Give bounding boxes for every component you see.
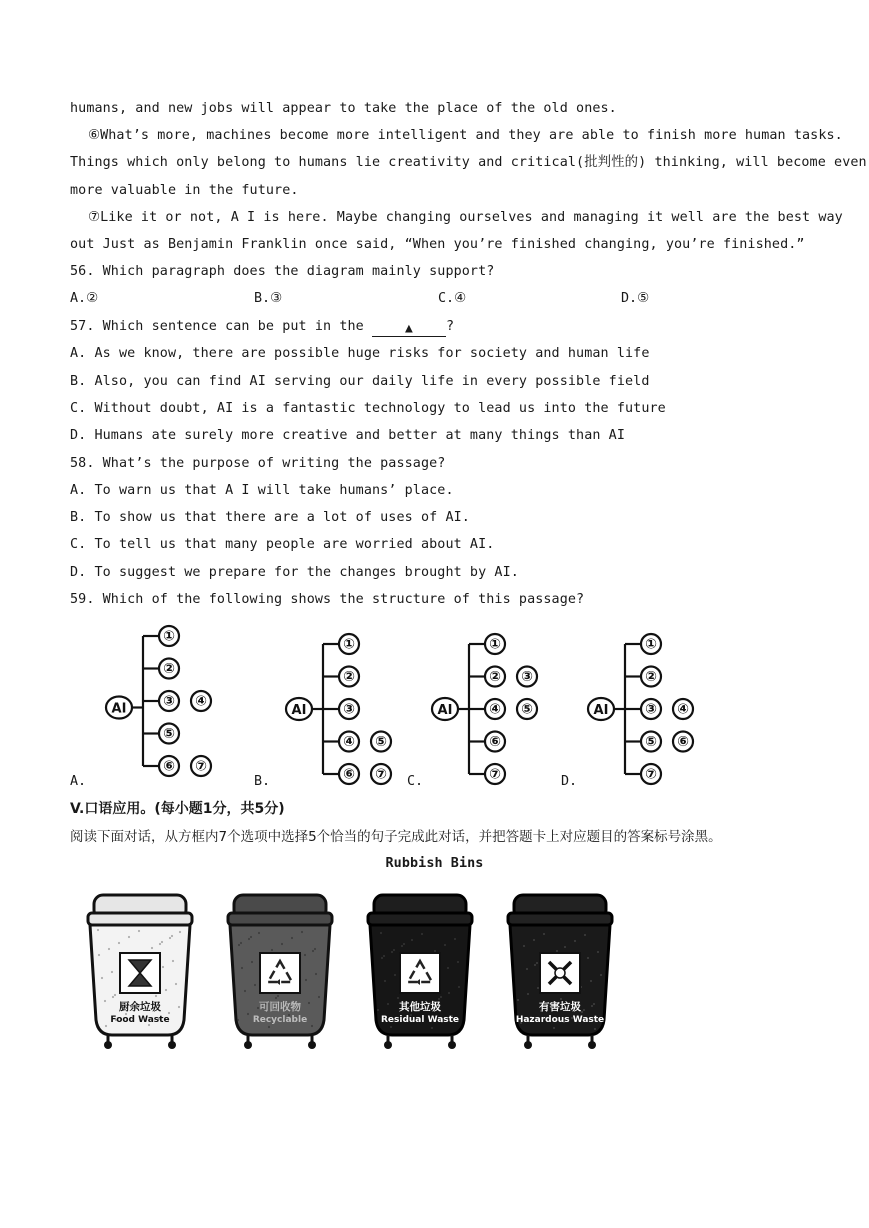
bin-texture-dot — [431, 1027, 433, 1029]
bin-texture-dot — [248, 938, 250, 940]
bin-texture-dot — [560, 998, 562, 1000]
bin-texture-dot — [411, 939, 413, 941]
bin-texture-dot — [241, 967, 243, 969]
bin-texture-dot — [281, 943, 283, 945]
rubbish-bin — [88, 895, 192, 1049]
bin-wheel — [588, 1041, 596, 1049]
bin-texture-dot — [393, 949, 395, 951]
q57-question-mark: ? — [446, 319, 455, 334]
paragraph-7-line: out Just as Benjamin Franklin once said, “When you’re finished changing, you’re finished.” — [70, 237, 805, 252]
rubbish-bin — [228, 895, 332, 1049]
bin-texture-dot — [448, 992, 450, 994]
bin-texture-dot — [537, 987, 539, 989]
q57-option-c[interactable]: C. Without doubt, AI is a fantastic technology to lead us into the future — [70, 401, 666, 416]
bin-wheel — [524, 1041, 532, 1049]
bin-texture-dot — [161, 941, 163, 943]
bin-texture-dot — [238, 944, 240, 946]
bin-texture-dot — [380, 932, 382, 934]
rubbish-bin — [508, 895, 612, 1049]
bin-texture-dot — [401, 945, 403, 947]
bin-texture-dot — [301, 931, 303, 933]
svg-text:②: ② — [163, 661, 175, 677]
question-58-stem: 58. What’s the purpose of writing the passage? — [70, 456, 446, 471]
bin-texture-dot — [584, 934, 586, 936]
diagram-node — [641, 699, 661, 719]
structure-diagram-d — [588, 634, 693, 784]
bin-label-en: Food Waste — [110, 1015, 170, 1025]
bin-texture-dot — [434, 950, 436, 952]
bin-texture-dot — [169, 937, 171, 939]
diagram-node — [159, 659, 179, 679]
bin-texture-dot — [458, 986, 460, 988]
svg-text:①: ① — [645, 636, 657, 653]
bin-texture-dot — [553, 1027, 555, 1029]
bin-texture-dot — [308, 1002, 310, 1004]
bin-texture-dot — [111, 971, 113, 973]
bin-texture-dot — [574, 940, 576, 942]
svg-text:⑥: ⑥ — [343, 766, 355, 783]
svg-text:④: ④ — [489, 701, 501, 718]
bin-texture-dot — [268, 1026, 270, 1028]
bin-texture-dot — [114, 994, 116, 996]
q58-option-c[interactable]: C. To tell us that many people are worried about AI. — [70, 537, 495, 552]
bin-wheel — [308, 1041, 316, 1049]
bin-texture-dot — [377, 1009, 379, 1011]
bin-texture-dot — [250, 936, 252, 938]
structure-diagram-b — [286, 634, 391, 784]
svg-text:⑤: ⑤ — [645, 734, 657, 750]
bin-texture-dot — [397, 997, 399, 999]
svg-text:⑤: ⑤ — [163, 726, 175, 742]
diagram-node — [159, 756, 179, 776]
bin-label-cn: 厨余垃圾 — [119, 1001, 161, 1013]
bin-label-cn: 其他垃圾 — [399, 1001, 441, 1013]
bin-texture-dot — [128, 936, 130, 938]
bin-texture-dot — [447, 967, 449, 969]
bin-texture-dot — [523, 945, 525, 947]
diagram-node — [371, 764, 391, 784]
diagram-node — [641, 732, 661, 752]
bin-rim — [88, 913, 192, 925]
diagram-node — [339, 699, 359, 719]
bin-texture-dot — [247, 1013, 249, 1015]
bin-texture-dot — [240, 942, 242, 944]
section-heading: V.口语应用。(每小题1分，共5分) — [70, 801, 285, 817]
bin-wheel — [244, 1041, 252, 1049]
bin-texture-dot — [98, 954, 100, 956]
bin-texture-dot — [168, 1012, 170, 1014]
bin-rim — [508, 913, 612, 925]
structure-diagram-a — [106, 626, 211, 776]
q59-option-c[interactable]: C. — [407, 774, 424, 789]
bin-texture-dot — [534, 964, 536, 966]
bin-texture-dot — [159, 943, 161, 945]
diagram-node — [485, 764, 505, 784]
bin-texture-dot — [454, 938, 456, 940]
bin-texture-dot — [254, 984, 256, 986]
q57-option-b[interactable]: B. Also, you can find AI serving our daily life in every possible field — [70, 374, 650, 389]
diagram-node — [159, 626, 179, 646]
paragraph-6-line: Things which only belong to humans lie creativity and critical(批判性的) thinking, will become even — [70, 155, 867, 170]
question-56-stem: 56. Which paragraph does the diagram mainly support? — [70, 264, 495, 279]
svg-text:⑦: ⑦ — [489, 766, 501, 783]
bin-texture-dot — [527, 993, 529, 995]
bin-texture-dot — [178, 1006, 180, 1008]
svg-text:③: ③ — [163, 693, 175, 710]
rubbish-bins-illustration — [0, 885, 869, 1055]
bin-texture-dot — [304, 954, 306, 956]
q57-blank — [372, 320, 446, 337]
bin-texture-dot — [97, 929, 99, 931]
diagram-node — [641, 764, 661, 784]
bin-texture-dot — [118, 942, 120, 944]
paragraph-7-line: ⑦Like it or not, A I is here. Maybe changing ourselves and managing it well are the best way — [88, 210, 843, 225]
bin-label-cn: 可回收物 — [259, 1001, 301, 1013]
bin-texture-dot — [444, 944, 446, 946]
svg-text:AI: AI — [437, 703, 453, 718]
diagram-node — [673, 699, 693, 719]
bin-texture-dot — [101, 977, 103, 979]
q59-option-d[interactable]: D. — [561, 774, 578, 789]
svg-text:⑥: ⑥ — [677, 734, 689, 750]
svg-text:④: ④ — [343, 734, 355, 750]
bin-texture-dot — [244, 990, 246, 992]
q57-stem-text: 57. Which sentence can be put in the — [70, 319, 364, 334]
bin-texture-dot — [318, 996, 320, 998]
bin-texture-dot — [597, 951, 599, 953]
bins-title: Rubbish Bins — [385, 856, 484, 871]
bin-texture-dot — [179, 931, 181, 933]
diagram-node — [641, 634, 661, 654]
diagram-node — [339, 764, 359, 784]
svg-text:③: ③ — [343, 701, 355, 718]
bin-texture-dot — [315, 973, 317, 975]
svg-text:②: ② — [489, 669, 501, 685]
bin-texture-dot — [171, 935, 173, 937]
bin-texture-dot — [391, 951, 393, 953]
bin-texture-dot — [258, 932, 260, 934]
svg-text:AI: AI — [291, 703, 307, 718]
triangle-marker-icon: ▲ — [405, 321, 413, 336]
diagram-node — [641, 667, 661, 687]
diagram-root-ai — [432, 698, 458, 720]
diagram-node — [371, 732, 391, 752]
diagram-root-ai — [286, 698, 312, 720]
bin-texture-dot — [517, 999, 519, 1001]
bin-texture-dot — [387, 1003, 389, 1005]
q59-option-b[interactable]: B. — [254, 774, 271, 789]
bin-texture-dot — [275, 997, 277, 999]
svg-text:⑦: ⑦ — [375, 766, 387, 783]
q58-option-b[interactable]: B. To show us that there are a lot of uses of AI. — [70, 510, 470, 525]
diagram-node — [517, 667, 537, 687]
svg-text:④: ④ — [195, 693, 207, 710]
bin-texture-dot — [457, 961, 459, 963]
bin-texture-dot — [591, 1005, 593, 1007]
bin-texture-dot — [383, 955, 385, 957]
bin-texture-dot — [277, 995, 279, 997]
question-59-stem: 59. Which of the following shows the structure of this passage? — [70, 592, 585, 607]
diagram-node — [159, 724, 179, 744]
bin-texture-dot — [314, 948, 316, 950]
bin-texture-dot — [590, 980, 592, 982]
q56-option-a[interactable]: A.② — [70, 291, 99, 306]
bin-texture-dot — [175, 983, 177, 985]
bin-texture-dot — [440, 996, 442, 998]
passage-line: humans, and new jobs will appear to take the place of the old ones. — [70, 101, 617, 116]
q57-option-a[interactable]: A. As we know, there are possible huge risks for society and human life — [70, 346, 650, 361]
diagram-node — [673, 732, 693, 752]
diagram-node — [485, 699, 505, 719]
bin-texture-dot — [165, 989, 167, 991]
bin-texture-dot — [155, 995, 157, 997]
bin-texture-dot — [108, 948, 110, 950]
diagram-node — [485, 634, 505, 654]
bin-texture-dot — [390, 1026, 392, 1028]
svg-text:①: ① — [163, 628, 175, 645]
bin-texture-dot — [556, 950, 558, 952]
bin-texture-dot — [104, 1000, 106, 1002]
bin-wheel — [384, 1041, 392, 1049]
svg-text:⑥: ⑥ — [163, 758, 175, 775]
svg-text:②: ② — [343, 669, 355, 685]
q56-option-c[interactable]: C.④ — [438, 291, 467, 306]
bin-label-en: Hazardous Waste — [515, 1015, 605, 1025]
bin-texture-dot — [138, 930, 140, 932]
diagram-root-ai — [106, 697, 132, 719]
diagram-node — [191, 691, 211, 711]
svg-text:⑦: ⑦ — [195, 758, 207, 775]
bin-texture-dot — [593, 1003, 595, 1005]
svg-text:③: ③ — [645, 701, 657, 718]
bin-texture-dot — [394, 974, 396, 976]
bin-label-cn: 有害垃圾 — [539, 1001, 581, 1013]
bin-texture-dot — [526, 968, 528, 970]
structure-diagram-c — [432, 634, 537, 784]
svg-text:⑥: ⑥ — [489, 734, 501, 750]
q57-option-d[interactable]: D. Humans ate surely more creative and better at many things than AI — [70, 428, 626, 443]
bin-texture-dot — [384, 980, 386, 982]
svg-text:AI: AI — [111, 701, 127, 717]
svg-text:④: ④ — [677, 701, 689, 718]
bin-texture-dot — [291, 937, 293, 939]
structure-diagrams — [0, 618, 869, 798]
bin-texture-dot — [237, 1019, 239, 1021]
bin-texture-dot — [105, 1025, 107, 1027]
hazard-center — [555, 968, 565, 978]
bin-texture-dot — [162, 966, 164, 968]
diagram-node — [339, 667, 359, 687]
paragraph-6-line: ⑥What’s more, machines become more intelligent and they are able to finish more human tasks. — [88, 128, 843, 143]
bin-texture-dot — [305, 979, 307, 981]
bin-texture-dot — [594, 1028, 596, 1030]
diagram-node — [485, 732, 505, 752]
q56-option-d[interactable]: D.⑤ — [621, 291, 650, 306]
bin-texture-dot — [403, 943, 405, 945]
section-instruction: 阅读下面对话，从方框内7个选项中选择5个恰当的句子完成此对话，并把答题卡上对应题目的答案标号涂黑。 — [70, 829, 722, 845]
bin-texture-dot — [581, 1011, 583, 1013]
svg-text:①: ① — [489, 636, 501, 653]
bin-texture-dot — [421, 933, 423, 935]
svg-text:③: ③ — [521, 669, 533, 685]
bin-texture-dot — [172, 960, 174, 962]
bin-texture-dot — [438, 998, 440, 1000]
question-57-stem — [70, 318, 454, 336]
svg-text:⑤: ⑤ — [375, 734, 387, 750]
q59-option-a[interactable]: A. — [70, 774, 87, 789]
svg-text:⑤: ⑤ — [521, 701, 533, 718]
bin-texture-dot — [312, 950, 314, 952]
diagram-node — [339, 732, 359, 752]
diagram-node — [517, 699, 537, 719]
diagram-node — [191, 756, 211, 776]
bin-wheel — [168, 1041, 176, 1049]
svg-text:②: ② — [645, 669, 657, 685]
diagram-node — [485, 667, 505, 687]
bin-texture-dot — [381, 957, 383, 959]
bin-texture-dot — [543, 933, 545, 935]
paragraph-6-line: more valuable in the future. — [70, 183, 299, 198]
bin-texture-dot — [311, 1025, 313, 1027]
bin-label-en: Residual Waste — [380, 1015, 460, 1025]
svg-text:AI: AI — [593, 703, 609, 718]
bin-texture-dot — [151, 947, 153, 949]
rubbish-bin — [368, 895, 472, 1049]
bin-texture-dot — [587, 957, 589, 959]
bin-texture-dot — [112, 996, 114, 998]
diagram-root-ai — [588, 698, 614, 720]
q58-option-d[interactable]: D. To suggest we prepare for the changes brought by AI. — [70, 565, 519, 580]
bin-rim — [368, 913, 472, 925]
bin-rim — [228, 913, 332, 925]
bin-texture-dot — [536, 962, 538, 964]
svg-text:①: ① — [343, 636, 355, 653]
svg-text:⑦: ⑦ — [645, 766, 657, 783]
diagram-node — [159, 691, 179, 711]
bin-texture-dot — [271, 949, 273, 951]
bin-wheel — [448, 1041, 456, 1049]
q58-option-a[interactable]: A. To warn us that A I will take humans’ place. — [70, 483, 454, 498]
diagram-node — [339, 634, 359, 654]
bin-texture-dot — [583, 1009, 585, 1011]
bin-texture-dot — [251, 961, 253, 963]
bin-texture-dot — [600, 974, 602, 976]
bin-label-en: Recyclable — [252, 1015, 308, 1025]
bin-texture-dot — [533, 939, 535, 941]
q56-option-b[interactable]: B.③ — [254, 291, 283, 306]
bin-texture-dot — [564, 946, 566, 948]
bin-wheel — [104, 1041, 112, 1049]
